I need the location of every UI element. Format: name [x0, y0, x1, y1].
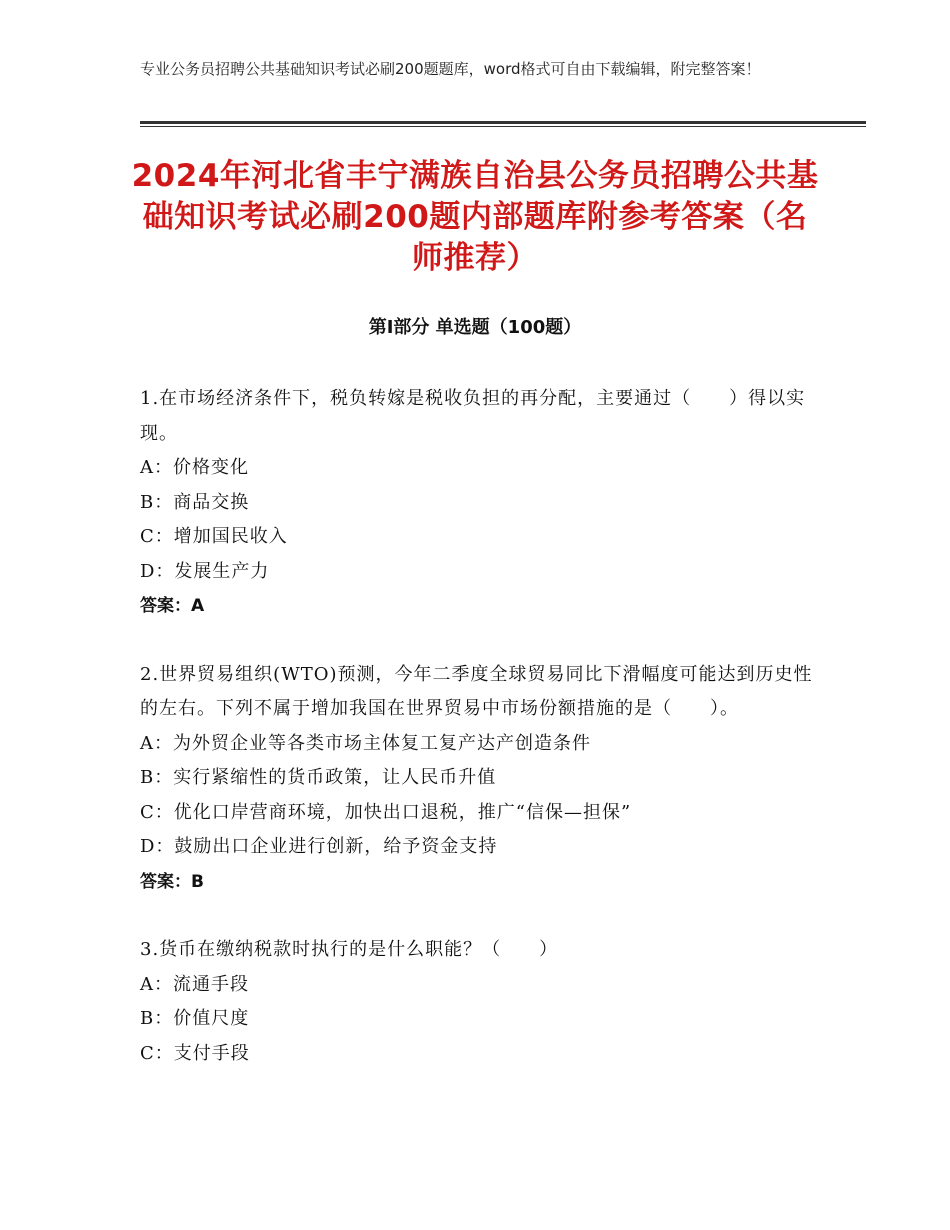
option-c: C：增加国民收入	[140, 526, 288, 547]
option-b: B：实行紧缩性的货币政策，让人民币升值	[140, 767, 497, 788]
option-d: D：发展生产力	[140, 560, 270, 582]
question-text: 1.在市场经济条件下，税负转嫁是税收负担的再分配，主要通过（ ）得以实现。	[140, 388, 806, 444]
section-heading: 第Ⅰ部分 单选题（100题）	[368, 317, 582, 338]
question-text: 3.货币在缴纳税款时执行的是什么职能？（ ）	[140, 939, 559, 960]
question-1	[140, 382, 820, 624]
question-2	[140, 658, 820, 900]
option-a: A：流通手段	[140, 973, 249, 995]
question-text: 2.世界贸易组织(WTO)预测，今年二季度全球贸易同比下滑幅度可能达到历史性的左右。下列不属于增加我国在世界贸易中市场份额措施的是（ ）。	[140, 663, 813, 719]
answer: 答案：B	[140, 871, 204, 892]
option-d: D：鼓励出口企业进行创新，给予资金支持	[140, 836, 498, 857]
option-c: C：优化口岸营商环境，加快出口退税，推广“信保—担保”	[140, 801, 632, 823]
question-list	[140, 382, 820, 1105]
option-a: A：为外贸企业等各类市场主体复工复产达产创造条件	[140, 732, 591, 754]
option-c: C：支付手段	[140, 1042, 250, 1064]
answer: 答案：A	[140, 596, 205, 616]
question-3	[140, 933, 820, 1071]
header-divider-thin	[140, 126, 866, 127]
option-b: B：商品交换	[140, 491, 250, 513]
header-note: 专业公务员招聘公共基础知识考试必刷200题题库，word格式可自由下载编辑，附完整答案！	[140, 60, 761, 78]
document-title: 2024年河北省丰宁满族自治县公务员招聘公共基础知识考试必刷200题内部题库附参考答案（名师推荐）	[131, 158, 819, 276]
option-a: A：价格变化	[140, 457, 249, 478]
option-b: B：价值尺度	[140, 1008, 250, 1029]
header-divider-thick	[140, 121, 866, 124]
